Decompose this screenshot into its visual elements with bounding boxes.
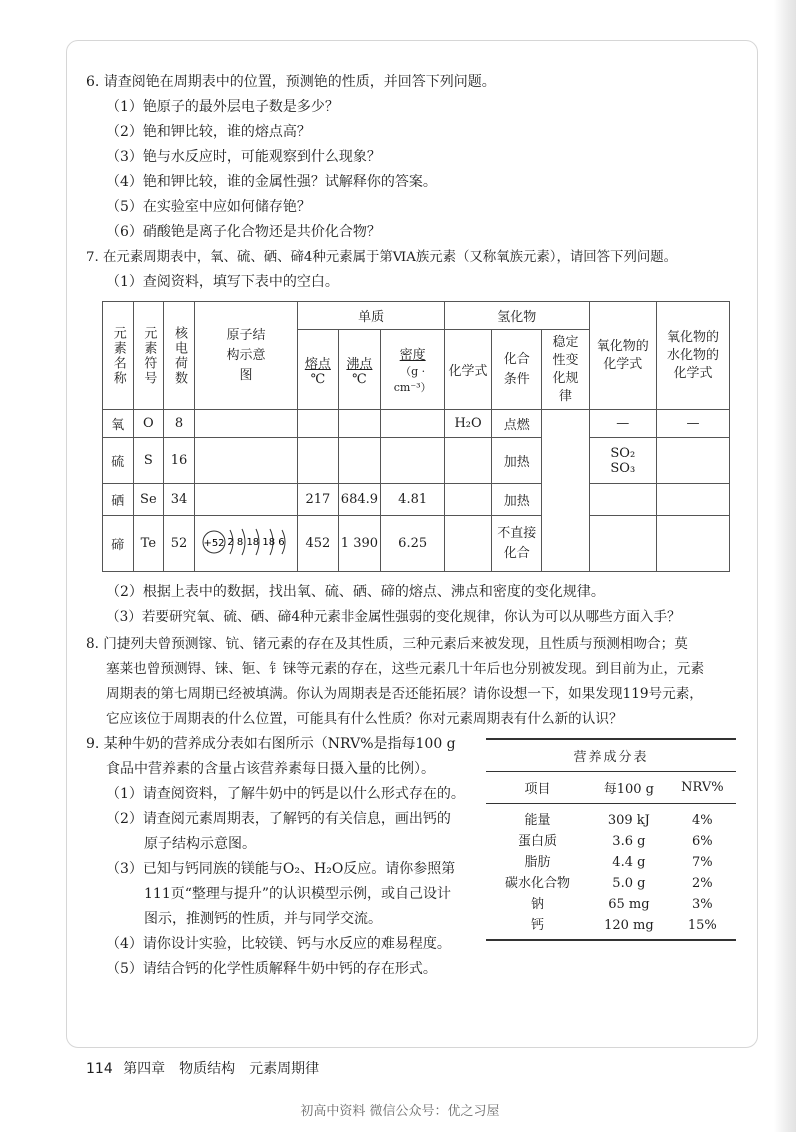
cell-oxide: SO₂ SO₃ <box>589 438 656 484</box>
th-symbol: 元素符号 <box>133 302 164 410</box>
th-density: 密度 （g · cm⁻³） <box>381 330 445 410</box>
th-stability: 稳定性变化规律 <box>542 330 589 410</box>
cell-charge: 52 <box>164 516 195 572</box>
cell-charge: 8 <box>164 410 195 438</box>
cell-symbol: Te <box>133 516 164 572</box>
chapter-title: 第四章 物质结构 元素周期律 <box>123 1061 320 1077</box>
th-hydride: 氢化物 <box>444 302 589 330</box>
cell-condition: 不直接化合 <box>492 516 542 572</box>
q6-sub-3: （3）铯与水反应时，可能观察到什么现象？ <box>106 149 381 165</box>
q9-section <box>86 732 746 982</box>
th-oxide: 氧化物的化学式 <box>589 302 656 410</box>
table-row: 脂肪 4.4 g 7% <box>524 854 713 870</box>
cell-oxide <box>589 516 656 572</box>
cell-bp: 1 390 <box>338 516 381 572</box>
table-row: 蛋白质 3.6 g 6% <box>518 833 713 849</box>
element-table <box>102 301 730 572</box>
cell-charge: 34 <box>164 484 195 516</box>
th-structure: 原子结构示意图 <box>194 302 297 410</box>
q8-line-1: 8. 门捷列夫曾预测镓、钪、锗元素的存在及其性质，三种元素后来被发现，且性质与预测相吻合；莫 <box>86 636 688 652</box>
cell-hydrate <box>656 438 729 484</box>
cell-mp <box>298 438 338 484</box>
q9-sub-5: （5）请结合钙的化学性质解释牛奶中钙的存在形式。 <box>106 961 437 977</box>
table-row: 钙 120 mg 15% <box>486 915 736 940</box>
cell-bp <box>338 438 381 484</box>
cell-symbol: S <box>133 438 164 484</box>
q9-line-1: 9. 某种牛奶的营养成分表如右图所示（NRV%是指每100 g <box>86 736 456 752</box>
q8-line-4: 它应该位于周期表的什么位置，可能具有什么性质？你对元素周期表有什么新的认识？ <box>106 711 623 727</box>
nutrition-title: 营养成分表 <box>486 738 736 772</box>
table-row <box>103 484 730 516</box>
page-content <box>86 70 746 982</box>
nutrition-table <box>486 738 736 941</box>
table-row: 能量 309 kJ 4% <box>524 812 713 828</box>
page-footer <box>86 1058 319 1078</box>
cell-symbol: Se <box>133 484 164 516</box>
table-row <box>103 516 730 572</box>
q9-text <box>86 732 496 982</box>
q7-sub-2: （2）根据上表中的数据，找出氧、硫、硒、碲的熔点、沸点和密度的变化规律。 <box>106 584 605 600</box>
te-atom-diagram <box>194 516 297 572</box>
cell-structure <box>194 410 297 438</box>
q6-stem: 6. 请查阅铯在周期表中的位置，预测铯的性质，并回答下列问题。 <box>86 74 496 90</box>
cell-condition: 加热 <box>492 438 542 484</box>
te-nucleus-label: +52 <box>203 537 225 549</box>
cell-bp <box>338 410 381 438</box>
page-binding-shadow <box>774 0 796 1132</box>
cell-density <box>381 438 445 484</box>
q9-sub-4: （4）请你设计实验，比较镁、钙与水反应的难易程度。 <box>106 936 451 952</box>
th-mp: 熔点 ℃ <box>298 330 338 410</box>
th-bp: 沸点 ℃ <box>338 330 381 410</box>
q9-sub-2b: 原子结构示意图。 <box>144 836 256 852</box>
th-oxide-hydrate: 氧化物的水化物的化学式 <box>656 302 729 410</box>
cell-name: 硫 <box>103 438 134 484</box>
cell-name: 氧 <box>103 410 134 438</box>
cell-condition: 加热 <box>492 484 542 516</box>
cell-mp <box>298 410 338 438</box>
cell-condition: 点燃 <box>492 410 542 438</box>
table-row <box>103 438 730 484</box>
cell-formula: H₂O <box>444 410 491 438</box>
cell-name: 硒 <box>103 484 134 516</box>
cell-hydrate <box>656 516 729 572</box>
cell-density: 6.25 <box>381 516 445 572</box>
cell-mp: 452 <box>298 516 338 572</box>
table-row <box>103 410 730 438</box>
cell-structure <box>194 484 297 516</box>
cell-oxide: — <box>589 410 656 438</box>
cell-oxide <box>589 484 656 516</box>
cell-mp: 217 <box>298 484 338 516</box>
cell-stability <box>542 410 589 572</box>
q6-sub-5: （5）在实验室中应如何储存铯？ <box>106 199 311 215</box>
q6-sub-6: （6）硝酸铯是离子化合物还是共价化合物？ <box>106 224 381 240</box>
cell-structure <box>194 438 297 484</box>
nutrition-header-nrv: NRV% <box>669 772 736 804</box>
q8-line-3: 周期表的第七周期已经被填满。你认为周期表是否还能拓展？请你设想一下，如果发现119号元素， <box>106 686 703 702</box>
table-row: 钠 65 mg 3% <box>531 896 713 912</box>
cell-hydrate <box>656 484 729 516</box>
q7-sub-1: （1）查阅资料，填写下表中的空白。 <box>106 274 339 290</box>
q8-line-2: 塞莱也曾预测锝、铼、钷、钅铼等元素的存在，这些元素几十年后也分别被发现。到目前为止，元素 <box>106 661 705 677</box>
th-formula: 化学式 <box>444 330 491 410</box>
q7-sub-3: （3）若要研究氧、硫、硒、碲4种元素非金属性强弱的变化规律，你认为可以从哪些方面入手？ <box>106 609 681 625</box>
table-row: 碳水化合物 5.0 g 2% <box>505 875 713 891</box>
atom-structure-icon <box>200 524 292 560</box>
q7-stem: 7. 在元素周期表中，氧、硫、硒、碲4种元素属于第ⅥA族元素（又称氧族元素），请回答下列问题。 <box>86 250 678 265</box>
th-condition: 化合条件 <box>492 330 542 410</box>
cell-formula <box>444 516 491 572</box>
cell-charge: 16 <box>164 438 195 484</box>
q9-sub-2a: （2）请查阅元素周期表，了解钙的有关信息，画出钙的 <box>106 811 451 827</box>
cell-formula <box>444 484 491 516</box>
q9-sub-1: （1）请查阅资料，了解牛奶中的钙是以什么形式存在的。 <box>106 786 465 802</box>
cell-bp: 684.9 <box>338 484 381 516</box>
q9-line-2: 食品中营养素的含量占该营养素每日摄入量的比例）。 <box>106 761 435 777</box>
q6-sub-1: （1）铯原子的最外层电子数是多少？ <box>106 99 339 115</box>
q6-sub-2: （2）铯和钾比较，谁的熔点高？ <box>106 124 311 140</box>
nutrition-header-item: 项目 <box>486 772 589 804</box>
cell-formula <box>444 438 491 484</box>
source-credit: 初高中资料 微信公众号：优之习屋 <box>300 1104 500 1119</box>
q6-sub-4: （4）铯和钾比较，谁的金属性强？试解释你的答案。 <box>106 174 437 190</box>
cell-density <box>381 410 445 438</box>
th-name: 元素名称 <box>103 302 134 410</box>
cell-name: 碲 <box>103 516 134 572</box>
cell-hydrate: — <box>656 410 729 438</box>
q9-sub-3c: 图示，推测钙的性质，并与同学交流。 <box>144 911 382 927</box>
cell-density: 4.81 <box>381 484 445 516</box>
th-elemental: 单质 <box>298 302 445 330</box>
cell-symbol: O <box>133 410 164 438</box>
te-shells-label: 2 8 18 18 6 <box>227 536 285 548</box>
q8-text <box>86 632 746 732</box>
page-number: 114 <box>86 1061 113 1077</box>
nutrition-header-per100g: 每100 g <box>589 772 669 804</box>
th-charge: 核电荷数 <box>164 302 195 410</box>
q9-sub-3a: （3）已知与钙同族的镁能与O₂、H₂O反应。请你参照第 <box>106 861 456 877</box>
q9-sub-3b: 111页“整理与提升”的认识模型示例，或自己设计 <box>144 886 452 902</box>
nutrition-grid <box>486 772 736 941</box>
